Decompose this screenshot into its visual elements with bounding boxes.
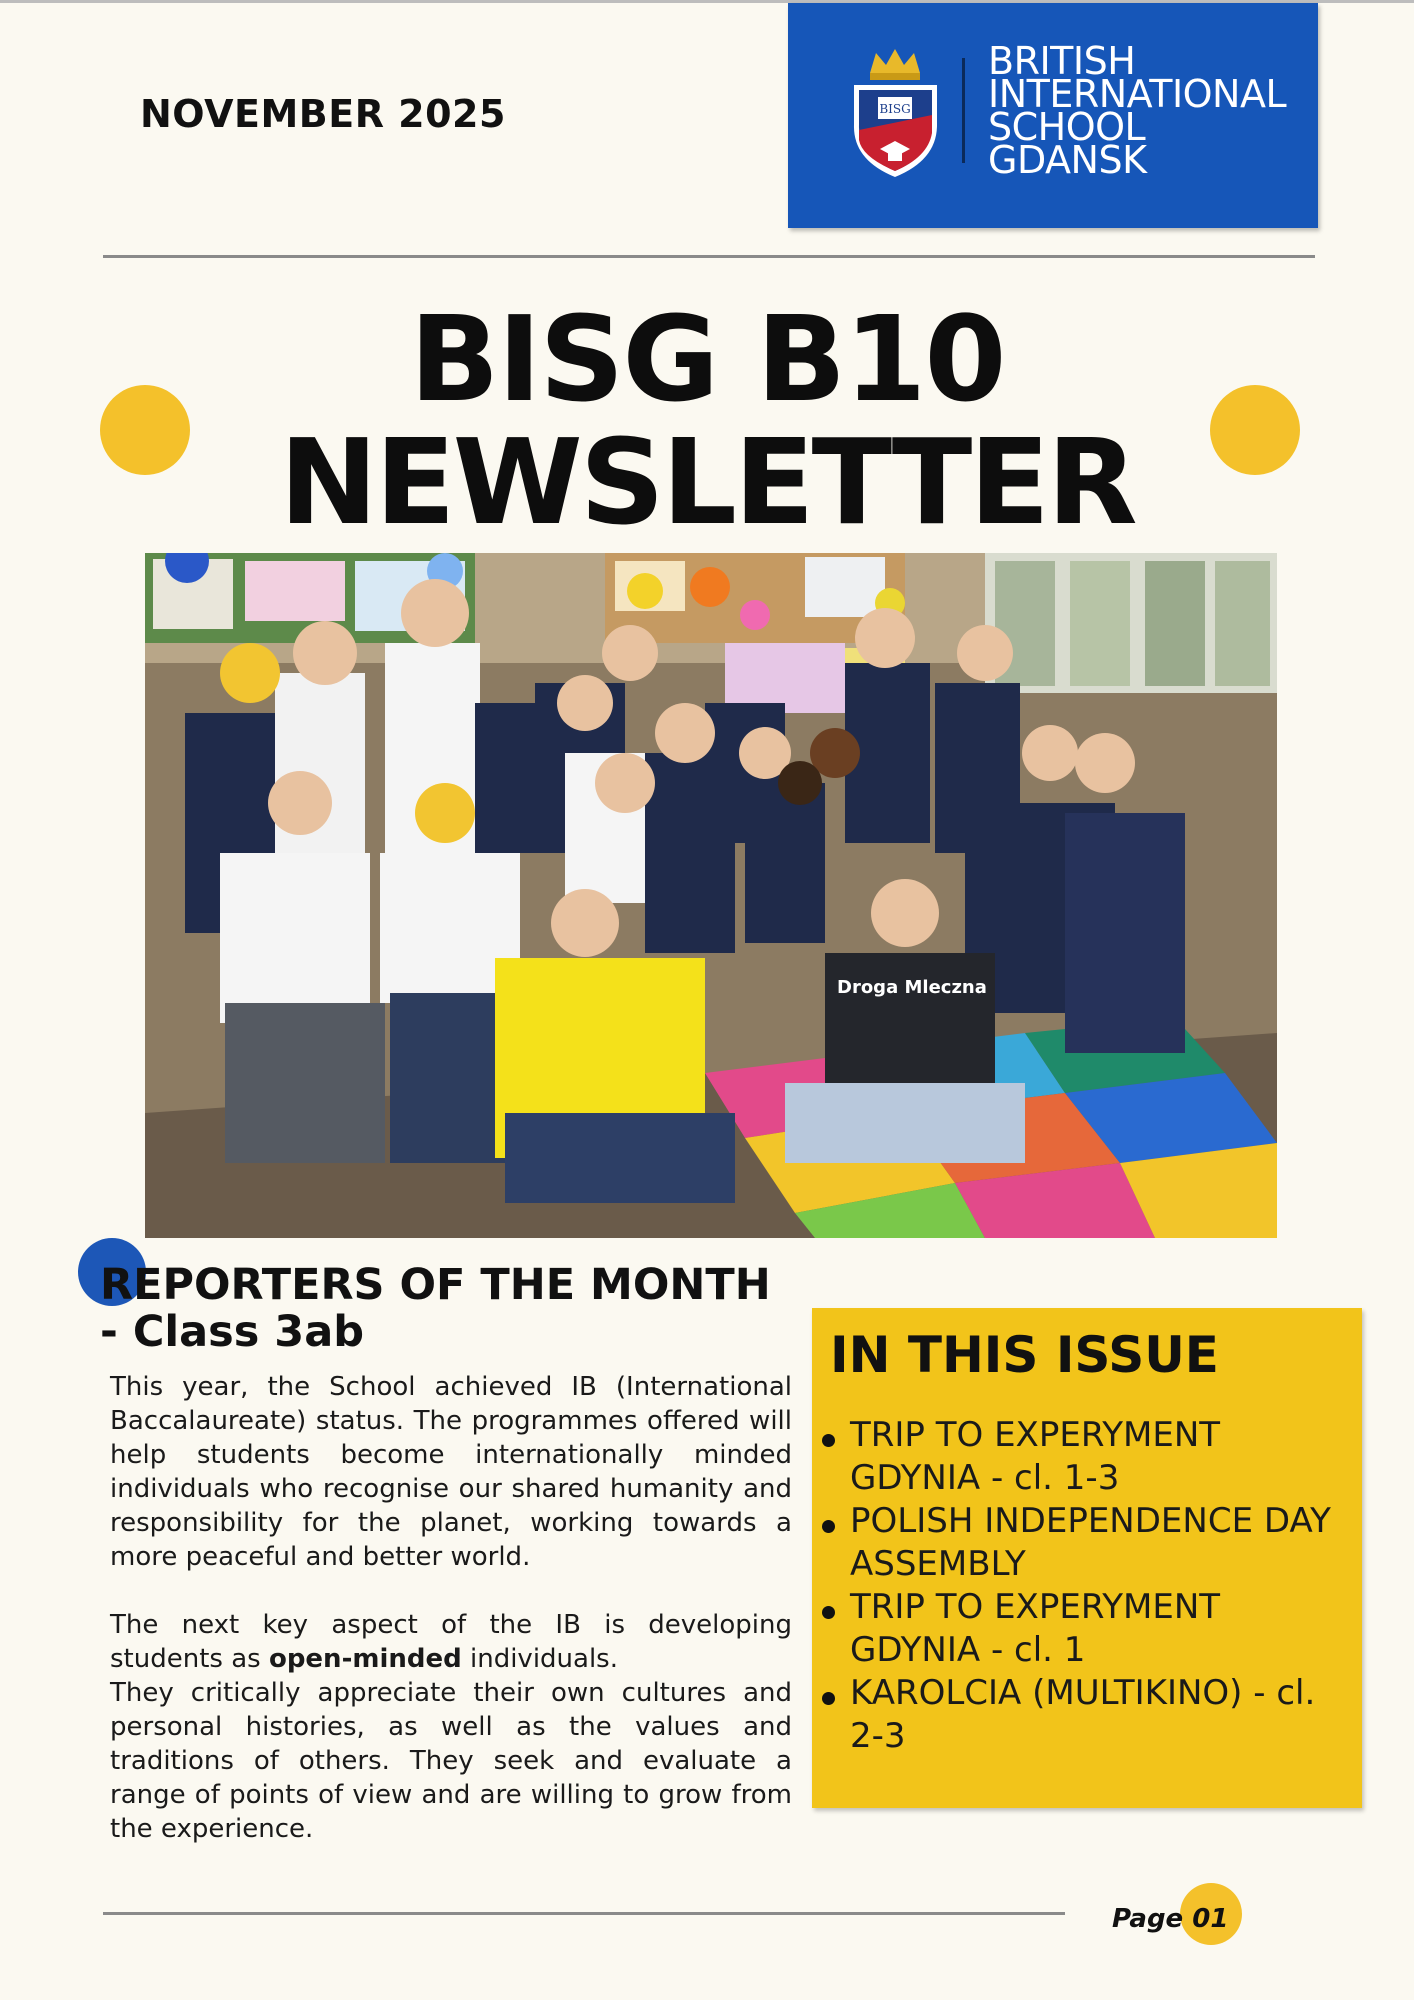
in-this-issue-box bbox=[812, 1308, 1362, 1808]
paragraph-text: individuals. bbox=[461, 1644, 618, 1674]
issue-list bbox=[818, 1414, 1358, 1758]
school-crest-icon bbox=[848, 45, 943, 180]
issue-date: NOVEMBER 2025 bbox=[140, 92, 506, 136]
logo-divider bbox=[962, 58, 965, 163]
newsletter-title-line1: BISG B10 bbox=[409, 290, 1005, 428]
school-name-line: INTERNATIONAL bbox=[988, 72, 1287, 116]
page-label bbox=[1112, 1904, 1228, 1934]
page-number: 01 bbox=[1192, 1904, 1229, 1934]
in-this-issue-title: IN THIS ISSUE bbox=[830, 1326, 1219, 1384]
issue-item: KAROLCIA (MULTIKINO) - cl. 2-3 bbox=[818, 1672, 1358, 1758]
page-word: Page bbox=[1112, 1904, 1184, 1934]
class-photo-illustration bbox=[145, 553, 1277, 1238]
newsletter-title-line2: NEWSLETTER bbox=[279, 413, 1135, 551]
section-title bbox=[100, 1262, 771, 1356]
issue-item: TRIP TO EXPERYMENT GDYNIA - cl. 1 bbox=[818, 1586, 1358, 1672]
issue-item: POLISH INDEPENDENCE DAY ASSEMBLY bbox=[818, 1500, 1358, 1586]
svg-text:BISG: BISG bbox=[879, 102, 911, 116]
footer-divider bbox=[103, 1912, 1065, 1915]
school-logo bbox=[788, 3, 1318, 228]
article-body bbox=[110, 1370, 792, 1846]
school-name-line: SCHOOL bbox=[988, 105, 1146, 149]
highlight-open-minded: open-minded bbox=[268, 1644, 462, 1674]
paragraph-open-minded bbox=[110, 1608, 792, 1676]
class-photo bbox=[145, 553, 1277, 1238]
school-name bbox=[988, 39, 1287, 182]
issue-item: TRIP TO EXPERYMENT GDYNIA - cl. 1-3 bbox=[818, 1414, 1358, 1500]
paragraph-text: The next key aspect of the IB is developing students as bbox=[110, 1610, 792, 1674]
paragraph-ib-status: This year, the School achieved IB (International Baccalaureate) status. The programmes offered will help students become internationally minded individuals who recognise our shared humanity and responsibility for the planet, working towards a more peaceful and better world. bbox=[110, 1372, 792, 1572]
section-title-line1: REPORTERS OF THE MONTH bbox=[100, 1260, 771, 1310]
school-name-line: GDANSK bbox=[988, 138, 1147, 182]
school-name-line: BRITISH bbox=[988, 39, 1136, 83]
section-title-line2: - Class 3ab bbox=[100, 1307, 365, 1357]
paragraph-cultures: They critically appreciate their own cultures and personal histories, as well as the values and traditions of others. They seek and evaluate a range of points of view and are willing to grow from the experience. bbox=[110, 1678, 792, 1844]
header-divider bbox=[103, 255, 1315, 258]
shirt-text: Droga Mleczna bbox=[837, 977, 987, 998]
